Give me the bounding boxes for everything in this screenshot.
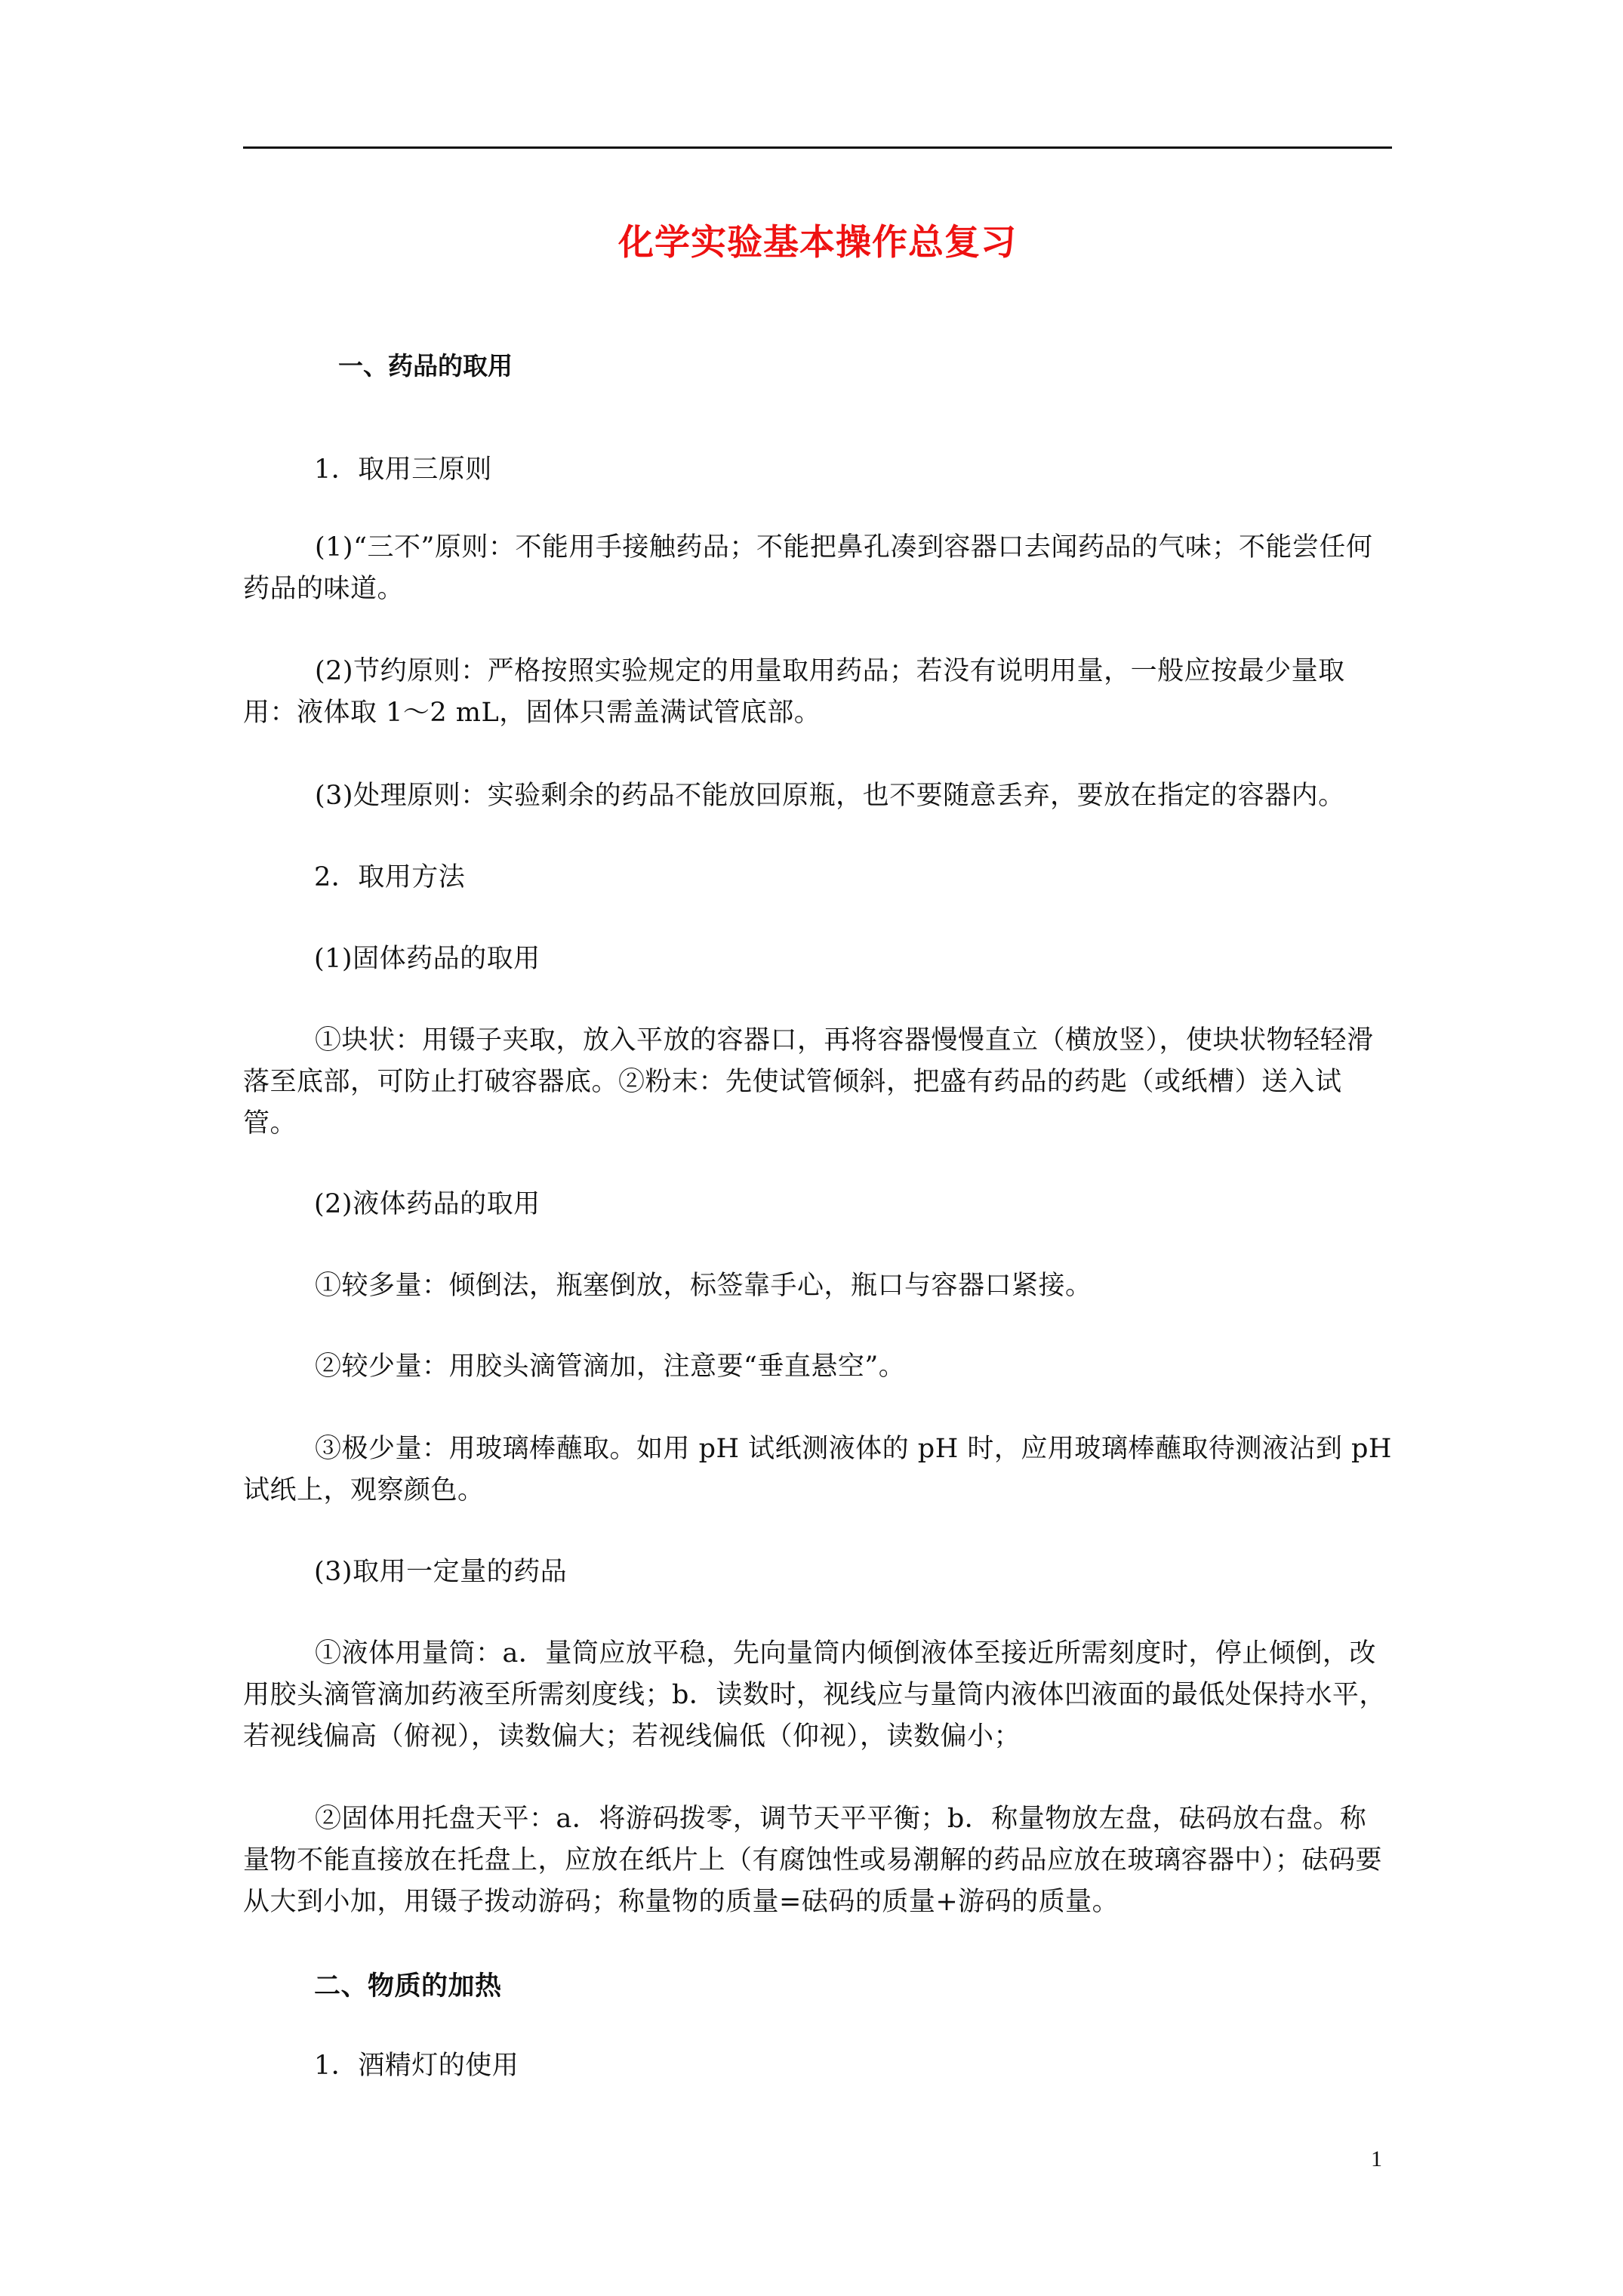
header-rule bbox=[243, 146, 1392, 149]
subheading-liquid-reagents: (2)液体药品的取用 bbox=[314, 1189, 540, 1219]
paragraph-graduated-cylinder: ①液体用量筒：a．量筒应放平稳，先向量筒内倾倒液体至接近所需刻度时，停止倾倒，改用胶头滴管滴加药液至所需刻度线；b．读数时，视线应与量筒内液体凹液面的最低处保持水平，若视线偏高（俯视），读数偏大；若视线偏低（仰视），读数偏小； bbox=[243, 1638, 1386, 1752]
paragraph-three-no-principle: (1)“三不”原则：不能用手接触药品；不能把鼻孔凑到容器口去闻药品的气味；不能尝任何药品的味道。 bbox=[243, 532, 1373, 604]
paragraph-balance: ②固体用托盘天平：a．将游码拨零，调节天平平衡；b．称量物放左盘，砝码放右盘。称量物不能直接放在托盘上，应放在纸片上（有腐蚀性或易潮解的药品应放在玻璃容器中）；砝码要从大到小加，用镊子拨动游码；称量物的质量=砝码的质量+游码的质量。 bbox=[243, 1804, 1383, 1917]
subheading-methods: 2．取用方法 bbox=[314, 862, 466, 892]
paragraph-tiny-amount: ③极少量：用玻璃棒蘸取。如用 pH 试纸测液体的 pH 时，应用玻璃棒蘸取待测液沾到 pH 试纸上，观察颜色。 bbox=[243, 1434, 1392, 1505]
section-heading-2: 二、物质的加热 bbox=[314, 1971, 502, 2002]
subheading-alcohol-lamp: 1．酒精灯的使用 bbox=[314, 2051, 519, 2081]
section-heading-1: 一、药品的取用 bbox=[338, 351, 513, 381]
paragraph-disposal-principle: (3)处理原则：实验剩余的药品不能放回原瓶，也不要随意丢弃，要放在指定的容器内。 bbox=[315, 781, 1345, 811]
paragraph-solid-handling: ①块状：用镊子夹取，放入平放的容器口，再将容器慢慢直立（横放竖），使块状物轻轻滑落至底部，可防止打破容器底。②粉末：先使试管倾斜，把盛有药品的药匙（或纸槽）送入试管。 bbox=[243, 1025, 1374, 1139]
document-title: 化学实验基本操作总复习 bbox=[618, 222, 1017, 264]
page-number: 1 bbox=[1371, 2147, 1382, 2171]
paragraph-small-amount: ②较少量：用胶头滴管滴加，注意要“垂直悬空”。 bbox=[315, 1351, 906, 1382]
subheading-solid-reagents: (1)固体药品的取用 bbox=[314, 944, 540, 974]
subheading-principles: 1．取用三原则 bbox=[314, 455, 492, 485]
paragraph-large-amount: ①较多量：倾倒法，瓶塞倒放，标签靠手心，瓶口与容器口紧接。 bbox=[315, 1271, 1092, 1301]
paragraph-economy-principle: (2)节约原则：严格按照实验规定的用量取用药品；若没有说明用量，一般应按最少量取用：液体取 1～2 mL，固体只需盖满试管底部。 bbox=[243, 656, 1345, 728]
subheading-measured-amount: (3)取用一定量的药品 bbox=[314, 1557, 568, 1587]
